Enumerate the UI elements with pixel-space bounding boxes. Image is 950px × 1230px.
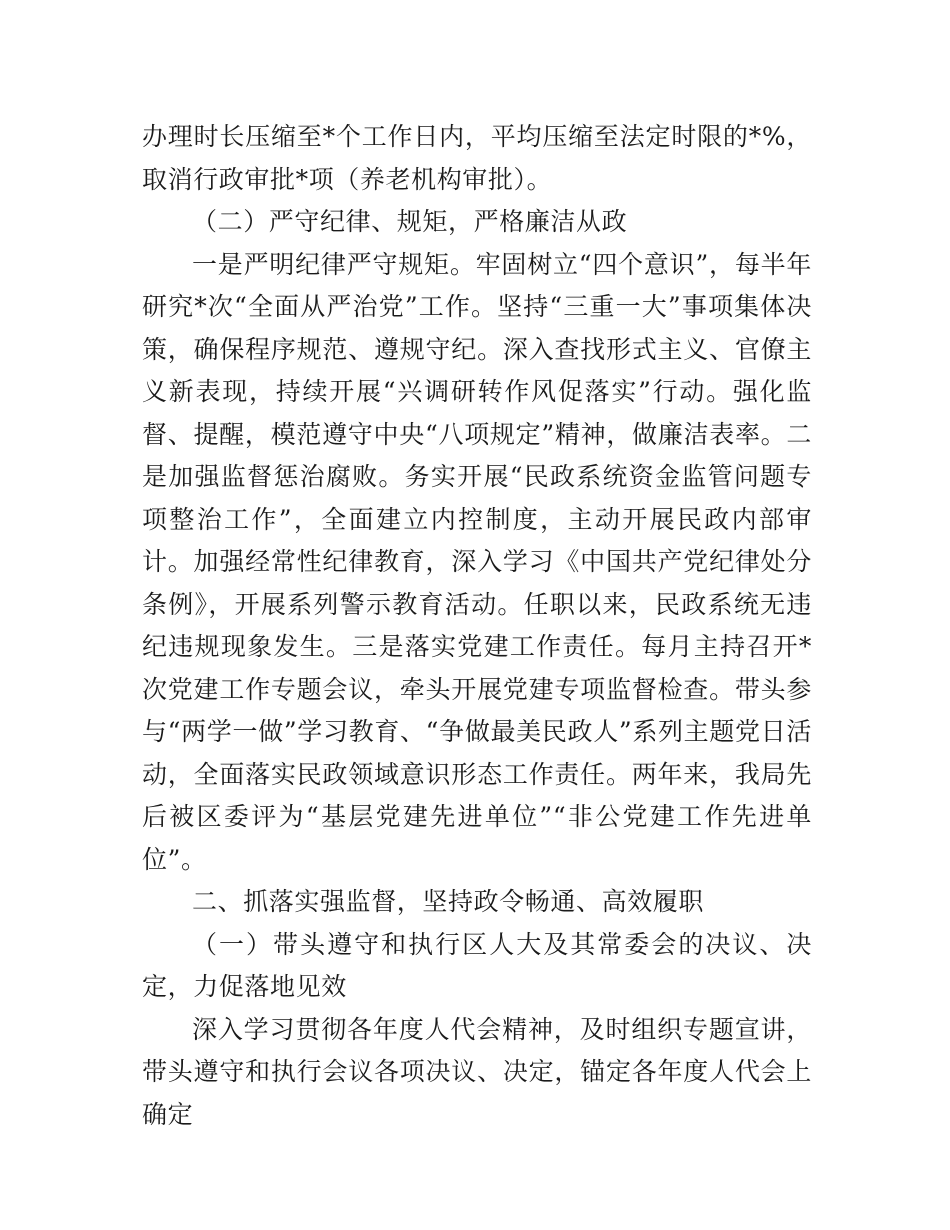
paragraph-discipline-details: 一是严明纪律严守规矩。牢固树立“四个意识”，每半年研究*次“全面从严治党”工作。坚持“三重一大”事项集体决策，确保程序规范、遵规守纪。深入查找形式主义、官僚主义新表现，持续开展“兴调研转作风促落实”行动。强化监督、提醒，模范遵守中央“八项规定”精神，做廉洁表率。二是加强监督惩治腐败。务实开展“民政系统资金监管问题专项整治工作”，全面建立内控制度，主动开展民政内部审计。加强经常性纪律教育，深入学习《中国共产党纪律处分条例》，开展系列警示教育活动。任职以来，民政系统无违纪违规现象发生。三是落实党建工作责任。每月主持召开*次党建工作专题会议，牵头开展党建专项监督检查。带头参与“两学一做”学习教育、“争做最美民政人”系列主题党日活动，全面落实民政领域意识形态工作责任。两年来，我局先后被区委评为“基层党建先进单位”“非公党建工作先进单位”。 [142, 249, 812, 874]
heading-discipline-integrity: （二）严守纪律、规矩，严格廉洁从政 [192, 207, 628, 236]
heading-subsection-one: （一）带头遵守和执行区人大及其常委会的决议、决定，力促落地见效 [142, 929, 812, 1001]
document-body [142, 116, 812, 1136]
heading-section-two: 二、抓落实强监督，坚持政令畅通、高效履职 [192, 887, 705, 916]
paragraph-study-implementation: 深入学习贯彻各年度人代会精神，及时组织专题宣讲，带头遵守和执行会议各项决议、决定，锚定各年度人代会上确定 [142, 1014, 812, 1129]
paragraph-approval-time: 办理时长压缩至*个工作日内，平均压缩至法定时限的*%，取消行政审批*项（养老机构审批）。 [142, 122, 812, 194]
